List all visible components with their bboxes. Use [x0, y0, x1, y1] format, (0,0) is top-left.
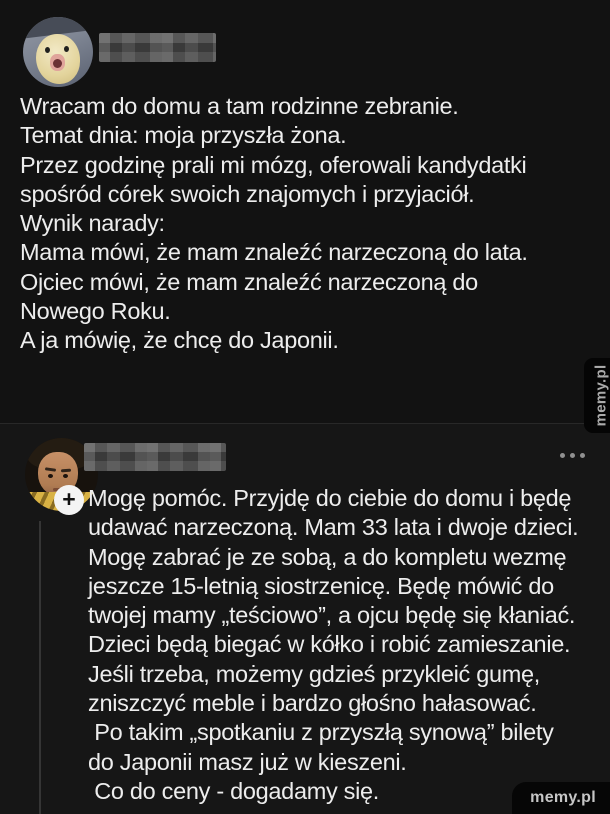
- more-options-dot: [580, 453, 585, 458]
- post2-line: Po takim „spotkaniu z przyszłą synową” bilety: [88, 719, 554, 746]
- post1-line: Nowego Roku.: [20, 298, 171, 325]
- post2-line: do Japonii masz już w kieszeni.: [88, 748, 407, 775]
- child-eye-right: [63, 474, 68, 478]
- post2-line: Co do ceny - dogadamy się.: [88, 777, 380, 804]
- post2-line: zniszczyć meble i bardzo głośno hałasować.: [88, 690, 537, 717]
- post1-line: Przez godzinę prali mi mózg, oferowali kandydatki: [20, 151, 527, 178]
- post1-line: A ja mówię, że chcę do Japonii.: [20, 327, 339, 354]
- post2-username-redacted[interactable]: [84, 443, 226, 471]
- post2-line: Jeśli trzeba, możemy gdzieś przykleić gumę,: [88, 660, 541, 687]
- more-options-dot: [570, 453, 575, 458]
- child-eye-left: [48, 474, 53, 478]
- post2-line: Dzieci będą biegać w kółko i robić zamieszanie.: [88, 631, 571, 658]
- post1-line: Temat dnia: moja przyszła żona.: [20, 122, 347, 149]
- memy-pl-bottom-watermark: [512, 782, 610, 814]
- post2-line: jeszcze 15-letnią siostrzenicę. Będę mówić do: [88, 572, 554, 599]
- post1-body: [20, 92, 528, 356]
- memy-pl-bottom-watermark-label: memy.pl: [530, 789, 596, 806]
- duckling-eye-left: [45, 47, 50, 53]
- post1-avatar[interactable]: [23, 17, 93, 87]
- duckling-mouth: [53, 59, 62, 68]
- more-options-icon[interactable]: [560, 453, 585, 458]
- memy-pl-side-watermark-label: memy.pl: [592, 364, 610, 427]
- thread-connector-line: [39, 521, 41, 814]
- more-options-dot: [560, 453, 565, 458]
- post2-line: twojej mamy „teściowo”, a ojcu będę się kłaniać.: [88, 602, 576, 629]
- post2-line: Mogę zabrać je ze sobą, a do kompletu wezmę: [88, 543, 567, 570]
- post1-username-redacted[interactable]: [99, 33, 216, 62]
- memy-pl-side-watermark: [584, 358, 610, 433]
- post1-line: Wracam do domu a tam rodzinne zebranie.: [20, 93, 459, 119]
- post1-line: spośród córek swoich znajomych i przyjaciół.: [20, 180, 475, 207]
- post1-line: Wynik narady:: [20, 210, 165, 237]
- post1-line: Mama mówi, że mam znaleźć narzeczoną do lata.: [20, 239, 528, 266]
- post-divider: [0, 423, 610, 424]
- duckling-eye-right: [64, 46, 69, 52]
- post2-line: Mogę pomóc. Przyjdę do ciebie do domu i będę: [88, 485, 572, 511]
- post2-body: [88, 484, 578, 806]
- post1-line: Ojciec mówi, że mam znaleźć narzeczoną do: [20, 268, 478, 295]
- post2-line: udawać narzeczoną. Mam 33 lata i dwoje dzieci.: [88, 514, 579, 541]
- follow-plus-icon[interactable]: +: [54, 485, 84, 515]
